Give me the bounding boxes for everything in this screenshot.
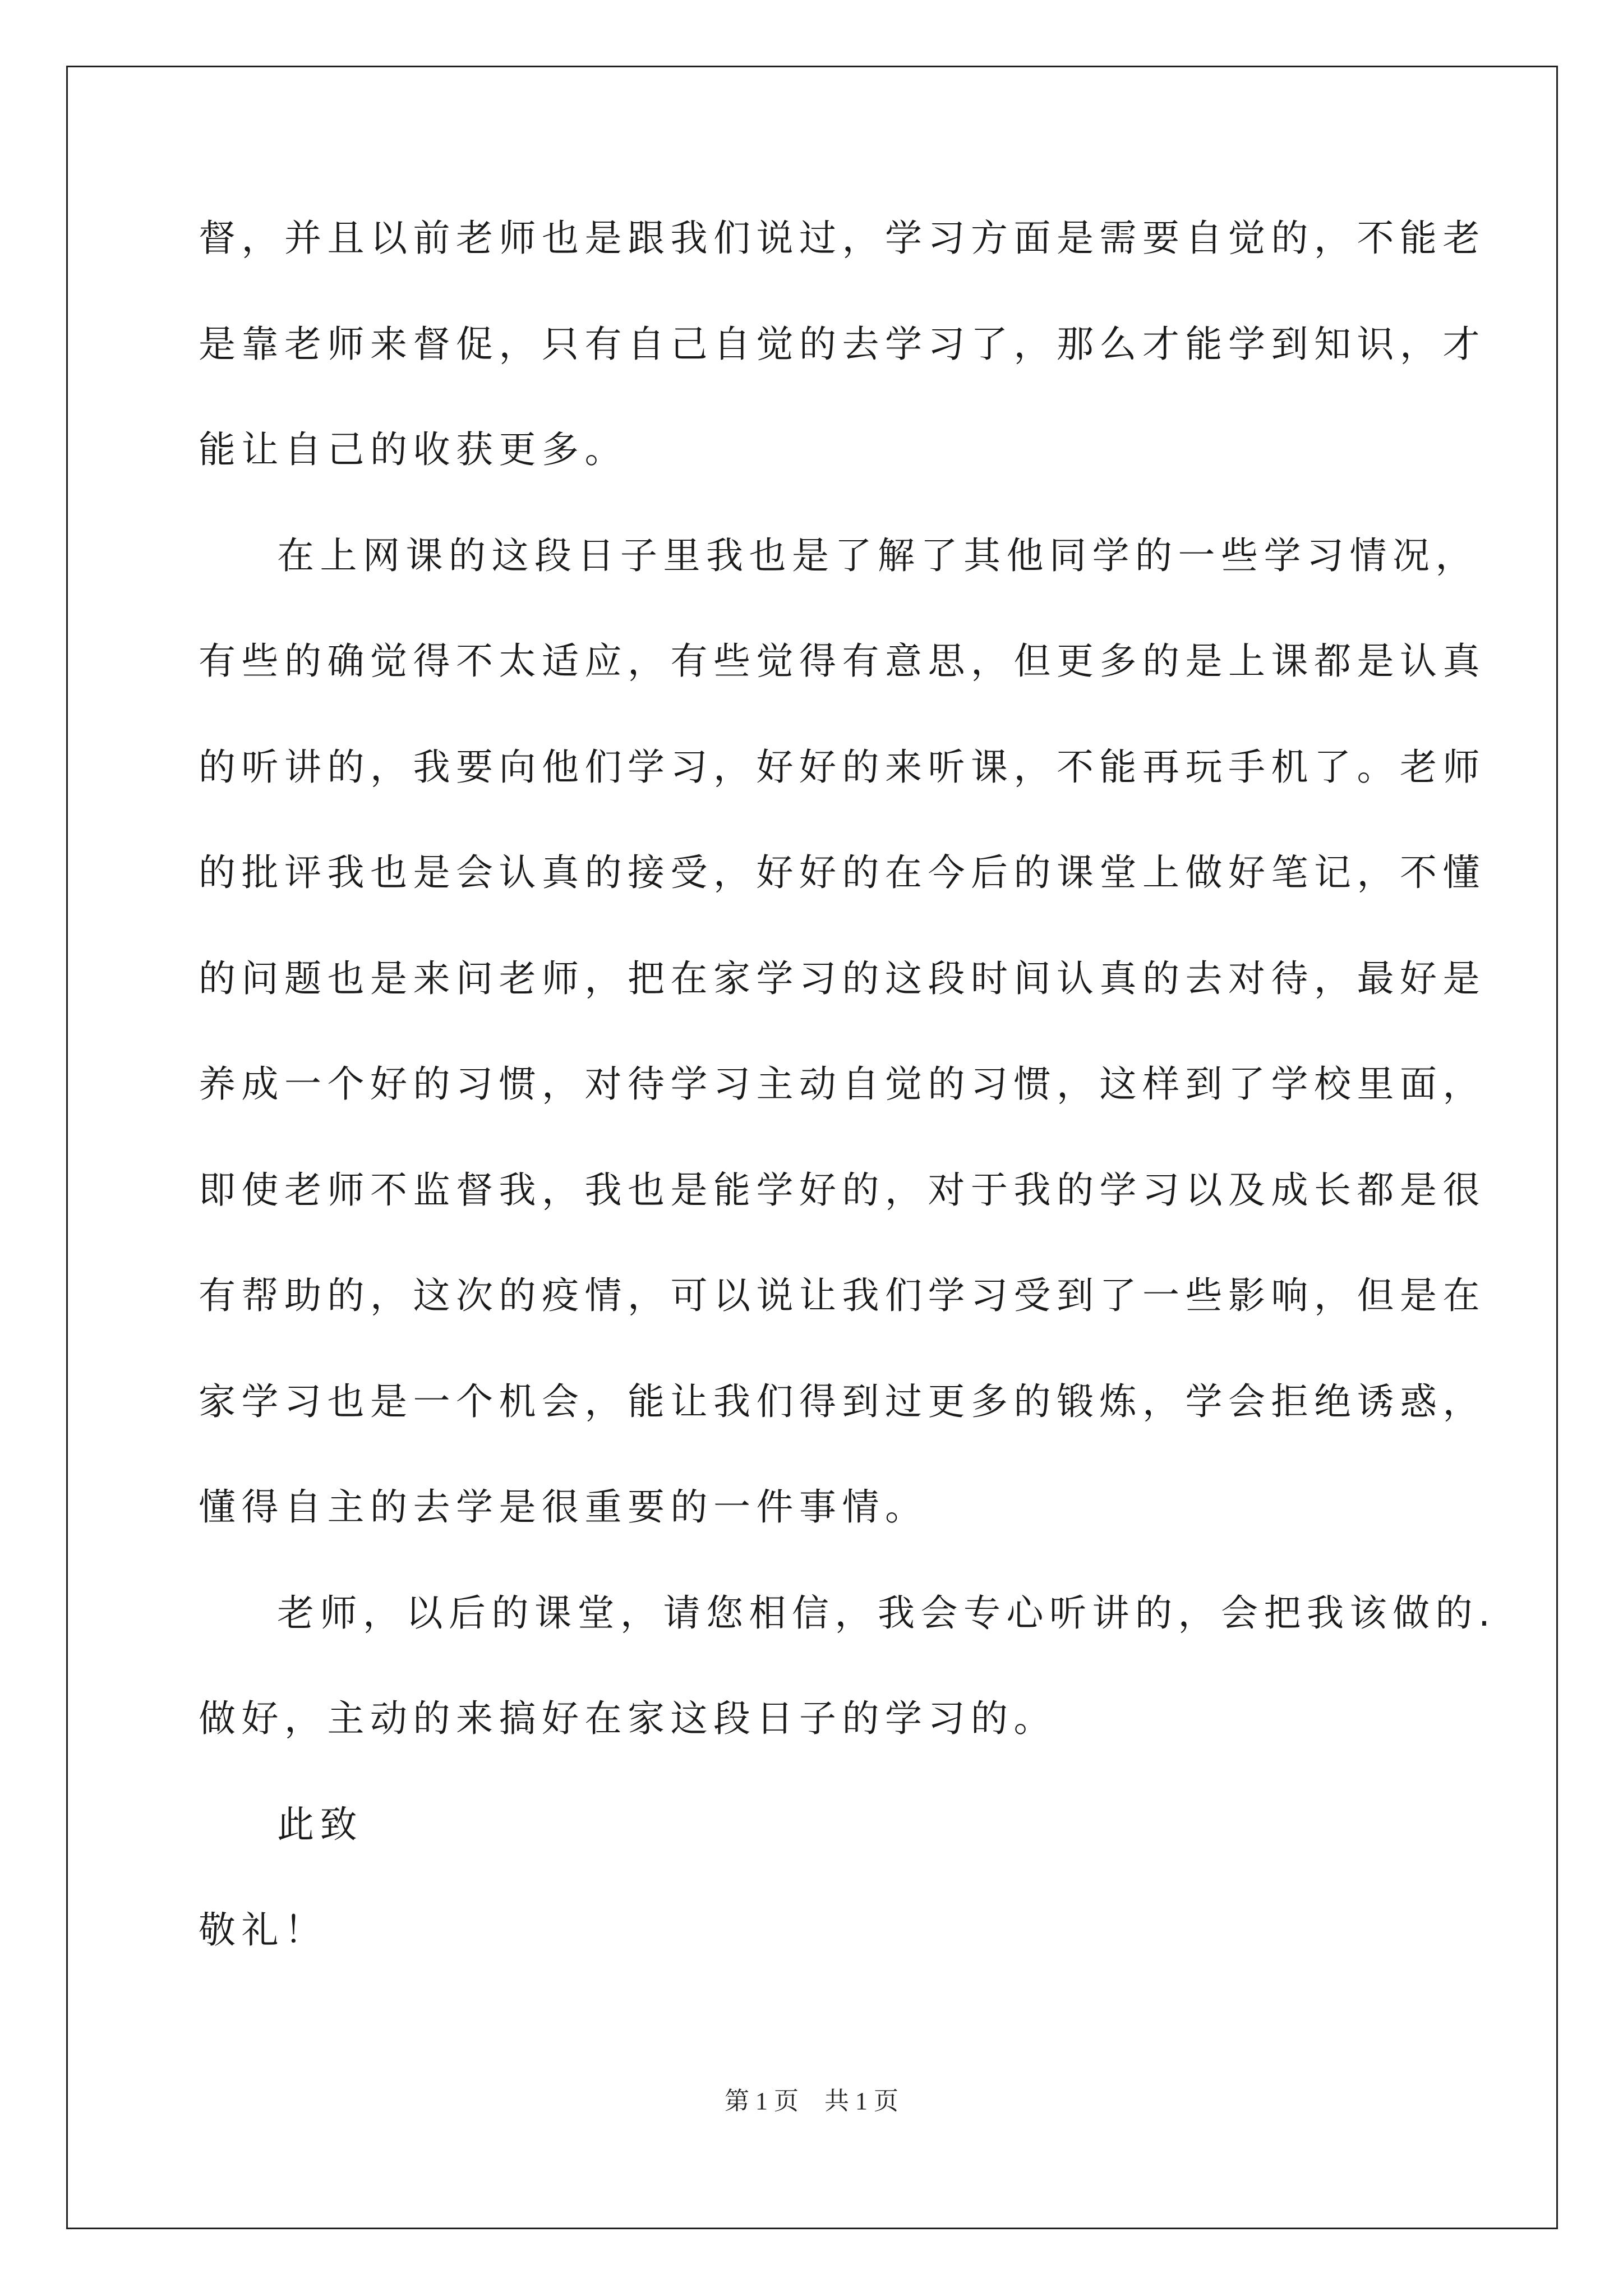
- page-total: 共 1 页: [824, 2087, 898, 2115]
- text-line-5: 有些的确觉得不太适应，有些觉得有意思，但更多的是上课都是认真: [199, 639, 1486, 683]
- text-line-13: 懂得自主的去学是很重要的一件事情。: [199, 1485, 928, 1529]
- closing-regards: 敬礼！: [199, 1908, 328, 1952]
- text-line-12: 家学习也是一个机会，能让我们得到过更多的锻炼，学会拒绝诱惑，: [199, 1379, 1486, 1423]
- text-line-11: 有帮助的，这次的疫情，可以说让我们学习受到了一些影响，但是在: [199, 1274, 1486, 1317]
- text-line-3: 能让自己的收获更多。: [199, 428, 628, 471]
- text-line-4: 在上网课的这段日子里我也是了解了其他同学的一些学习情况，: [277, 533, 1478, 577]
- text-line-10: 即使老师不监督我，我也是能学好的，对于我的学习以及成长都是很: [199, 1168, 1486, 1212]
- text-line-1: 督，并且以前老师也是跟我们说过，学习方面是需要自觉的，不能老: [199, 217, 1486, 260]
- closing-salutation: 此致: [277, 1802, 363, 1846]
- text-line-6: 的听讲的，我要向他们学习，好好的来听课，不能再玩手机了。老师: [199, 745, 1486, 789]
- text-line-9: 养成一个好的习惯，对待学习主动自觉的习惯，这样到了学校里面，: [199, 1062, 1486, 1106]
- text-line-2: 是靠老师来督促，只有自己自觉的去学习了，那么才能学到知识，才: [199, 322, 1486, 366]
- page-footer: [0, 2088, 1623, 2115]
- document-body: [199, 217, 1496, 2018]
- text-line-15: 做好，主动的来搞好在家这段日子的学习的。: [199, 1697, 1057, 1740]
- page-number: 第 1 页: [725, 2087, 799, 2115]
- text-line-8: 的问题也是来问老师，把在家学习的这段时间认真的去对待，最好是: [199, 956, 1486, 1000]
- text-line-14: 老师，以后的课堂，请您相信，我会专心听讲的，会把我该做的.: [277, 1591, 1496, 1635]
- text-line-7: 的批评我也是会认真的接受，好好的在今后的课堂上做好笔记，不懂: [199, 851, 1486, 894]
